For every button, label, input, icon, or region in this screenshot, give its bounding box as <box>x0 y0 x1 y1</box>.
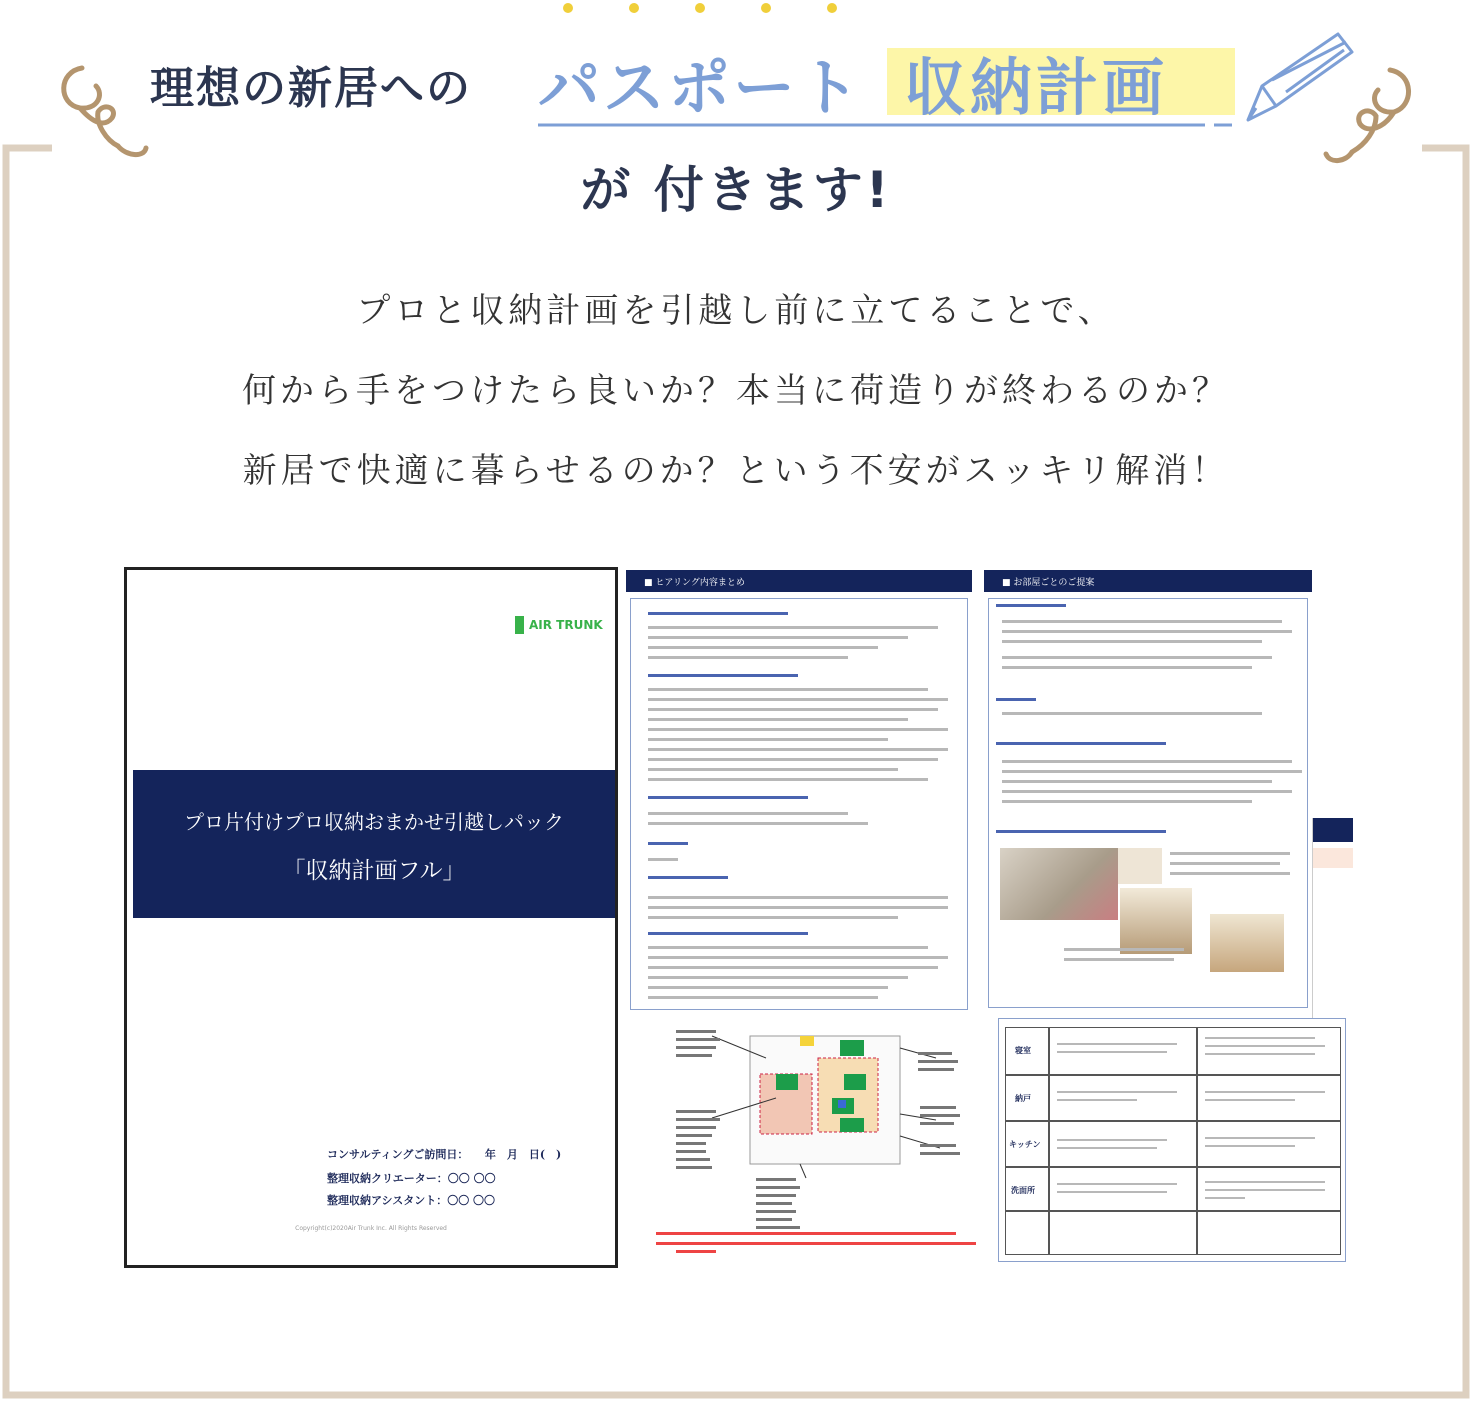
heading-plan: 収納計画 <box>904 51 1169 124</box>
interior-photo-small <box>1118 848 1162 884</box>
back-sheet-edge <box>1312 818 1353 1018</box>
hearing-summary-sheet <box>626 570 972 1015</box>
floor-plan-drawing <box>656 1018 978 1272</box>
cover-title-2: 「収納計画フル」 <box>282 858 466 884</box>
cover-creator: 整理収納クリエーター：〇〇 〇〇 <box>327 1172 496 1185</box>
sheet1-title: ■ ヒアリング内容まとめ <box>644 578 745 588</box>
air-trunk-logo: AIR TRUNK <box>515 614 595 638</box>
cover-title-1: プロ片付けプロ収納おまかせ引越しパック <box>184 810 564 834</box>
table-row-washroom: 洗面所 <box>1011 1186 1035 1195</box>
floor-plan-sheet <box>656 1018 978 1272</box>
sheet2-title: ■ お部屋ごとのご提案 <box>1002 578 1095 588</box>
heading-suffix: が 付きます! <box>580 161 892 219</box>
table-row-storage: 納戸 <box>1015 1094 1031 1103</box>
rooms-table-sheet <box>998 1018 1346 1262</box>
table-row-bedroom: 寝室 <box>1015 1046 1031 1055</box>
closet-photo <box>1120 888 1192 954</box>
table-row-kitchen: キッチン <box>1009 1140 1041 1149</box>
cover-title-band <box>133 770 615 918</box>
room-proposal-sheet <box>984 570 1312 1010</box>
cover-document <box>124 567 618 1268</box>
heading-passport: パスポート <box>538 51 864 124</box>
body-line-3: 新居で快適に暮らせるのか？という不安がスッキリ解消！ <box>242 451 1230 491</box>
shelf-photo <box>1210 914 1284 972</box>
heading-prefix: 理想の新居への <box>150 63 472 114</box>
living-room-photo <box>1000 848 1118 920</box>
cover-copyright: Copyright(c)2020Air Trunk Inc. All Rights Reserved <box>295 1225 447 1232</box>
cover-assistant: 整理収納アシスタント：〇〇 〇〇 <box>327 1194 496 1207</box>
heading-line-1 <box>0 42 1472 132</box>
body-line-1: プロと収納計画を引越し前に立てることで、 <box>356 291 1116 331</box>
decor-dots <box>563 3 837 13</box>
cover-visit-date: コンサルティングご訪問日： 年 月 日( ) <box>327 1148 562 1161</box>
body-line-2: 何から手をつけたら良いか？本当に荷造りが終わるのか？ <box>242 371 1230 411</box>
